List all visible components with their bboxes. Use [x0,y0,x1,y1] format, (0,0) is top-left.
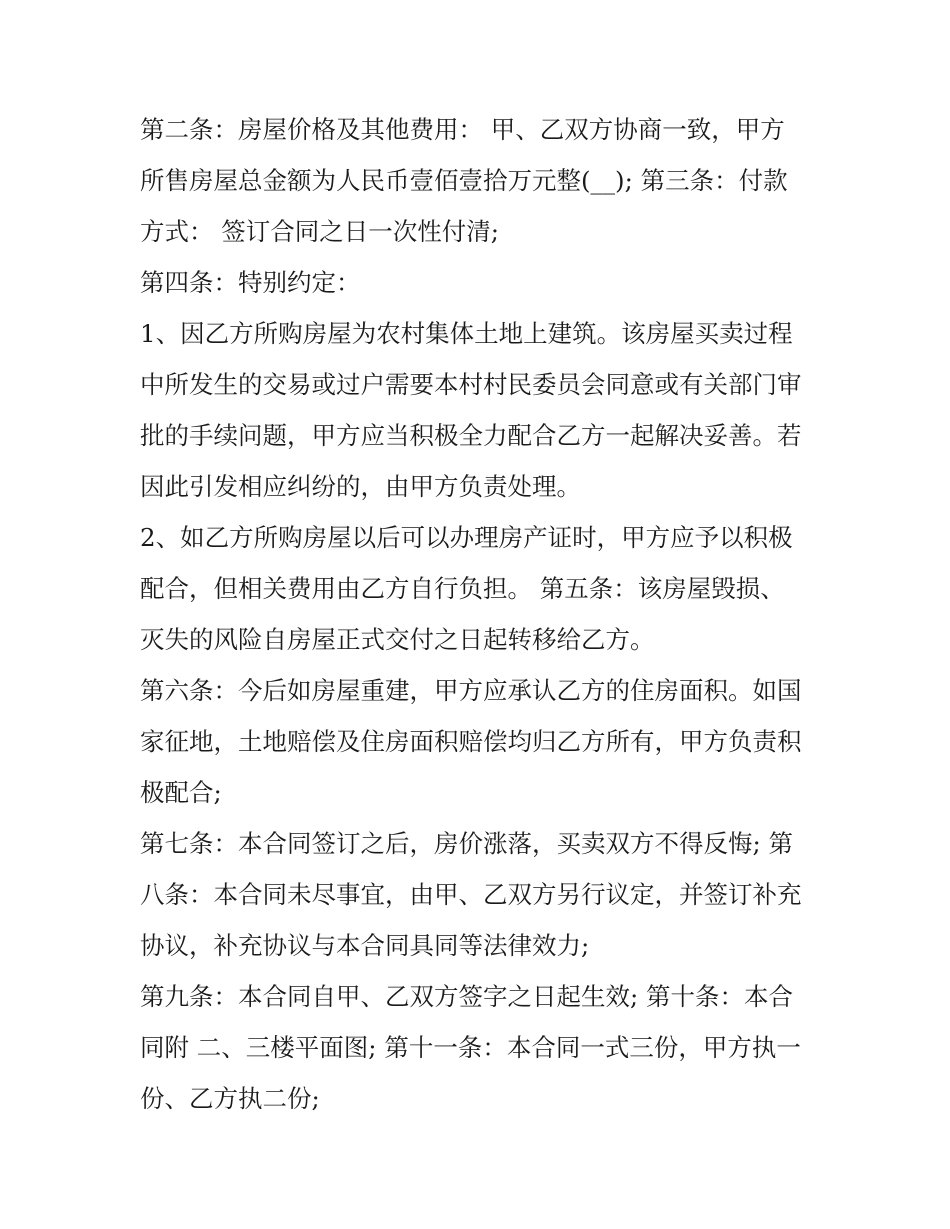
text-line: 第七条：本合同签订之后，房价涨落，买卖双方不得反悔; 第 [140,829,794,858]
text-line: 批的手续问题，甲方应当积极全力配合乙方一起解决妥善。若 [140,421,802,450]
text-line: 同附 二、三楼平面图; 第十一条：本合同一式三份，甲方执一 [140,1033,801,1062]
text-line: 家征地，土地赔偿及住房面积赔偿均归乙方所有，甲方负责积 [140,727,802,756]
text-line: 第二条：房屋价格及其他费用： 甲、乙双方协商一致，甲方 [140,115,785,144]
paragraph-article-6 [140,665,820,818]
text-line: 灭失的风险自房屋正式交付之日起转移给乙方。 [140,625,655,654]
paragraph-article-7-8 [140,818,820,971]
text-line: 2、如乙方所购房屋以后可以办理房产证时，甲方应予以积极 [140,523,793,552]
text-line: 中所发生的交易或过户需要本村村民委员会同意或有关部门审 [140,370,802,399]
text-line: 因此引发相应纠纷的，由甲方负责处理。 [140,472,581,501]
paragraph-article-9-11 [140,971,820,1124]
text-line: 第四条：特别约定： [140,268,361,297]
text-line: 八条：本合同未尽事宜，由甲、乙双方另行议定，并签订补充 [140,880,802,909]
text-line: 第九条：本合同自甲、乙双方签字之日起生效; 第十条：本合 [140,982,794,1011]
text-line: 方式： 签订合同之日一次性付清; [140,217,500,246]
text-line: 极配合; [140,778,222,807]
text-line: 第六条：今后如房屋重建，甲方应承认乙方的住房面积。如国 [140,676,802,705]
paragraph-article-4-heading [140,257,820,308]
paragraph-clause-2-article-5 [140,512,820,665]
paragraph-article-2-3 [140,104,820,257]
contract-body [140,104,820,1124]
text-line: 协议，补充协议与本合同具同等法律效力; [140,931,590,960]
text-line: 所售房屋总金额为人民币壹佰壹拾万元整(__); 第三条：付款 [140,166,788,195]
text-line: 1、因乙方所购房屋为农村集体土地上建筑。该房屋买卖过程 [140,319,793,348]
text-line: 配合，但相关费用由乙方自行负担。 第五条：该房屋毁损、 [140,574,785,603]
text-line: 份、乙方执二份; [140,1084,320,1113]
paragraph-clause-1 [140,308,820,512]
